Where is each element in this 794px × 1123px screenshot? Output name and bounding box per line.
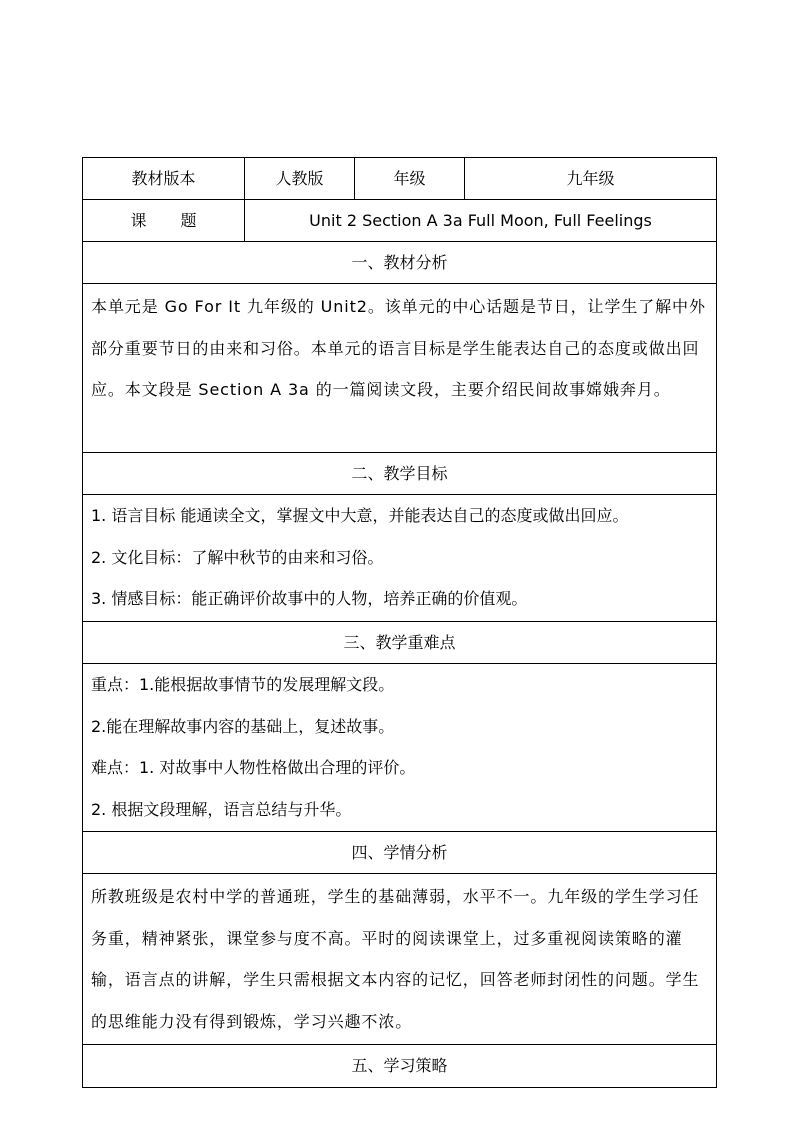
key-point-line: 难点：1. 对故事中人物性格做出合理的评价。 [91, 758, 416, 777]
key-point-line: 重点：1.能根据故事情节的发展理解文段。 [91, 675, 395, 694]
section-heading-row [83, 453, 717, 495]
objective-item: 1. 语言目标 能通读全文，掌握文中大意，并能表达自己的态度或做出回应。 [91, 506, 629, 525]
topic-row [83, 200, 717, 242]
learner-analysis-paragraph: 所教班级是农村中学的普通班，学生的基础薄弱，水平不一。九年级的学生学习任务重，精神紧张，课堂参与度不高。平时的阅读课堂上，过多重视阅读策略的灌输，语言点的讲解，学生只需根据文本内容的记忆，回答老师封闭性的问题。学生的思维能力没有得到锻炼，学习兴趣不浓。 [91, 887, 700, 1031]
material-analysis-heading: 一、教材分析 [83, 242, 717, 284]
objective-item: 2. 文化目标：了解中秋节的由来和习俗。 [91, 547, 384, 567]
topic-label-part1: 课 [130, 210, 147, 230]
lesson-plan-table [82, 157, 717, 1088]
learner-analysis-heading: 四、学情分析 [83, 832, 717, 874]
learner-analysis-body [83, 874, 717, 1045]
objective-item: 3. 情感目标：能正确评价故事中的人物，培养正确的价值观。 [91, 589, 528, 608]
material-analysis-body [83, 284, 717, 453]
grade-label: 年级 [355, 158, 465, 200]
section-body-row [83, 874, 717, 1045]
objectives-body [83, 495, 717, 622]
section-body-row [83, 284, 717, 453]
section-body-row [83, 495, 717, 622]
edition-label: 教材版本 [83, 158, 245, 200]
objectives-heading: 二、教学目标 [83, 453, 717, 495]
section-heading-row [83, 242, 717, 284]
learning-strategy-heading: 五、学习策略 [83, 1045, 717, 1088]
section-heading-row [83, 1045, 717, 1088]
header-row [83, 158, 717, 200]
key-points-body [83, 664, 717, 832]
key-points-heading: 三、教学重难点 [83, 622, 717, 664]
topic-label-part2: 题 [180, 210, 197, 230]
section-body-row [83, 664, 717, 832]
topic-value: Unit 2 Section A 3a Full Moon, Full Feelings [245, 200, 717, 242]
material-analysis-paragraph: 本单元是 Go For It 九年级的 Unit2。该单元的中心话题是节日，让学生了解中外部分重要节日的由来和习俗。本单元的语言目标是学生能表达自己的态度或做出回应。本文段是 Section A 3a 的一篇阅读文段，主要介绍民间故事嫦娥奔月。 [91, 297, 706, 399]
topic-label [83, 200, 245, 242]
section-heading-row [83, 622, 717, 664]
section-heading-row [83, 832, 717, 874]
grade-value: 九年级 [465, 158, 717, 200]
key-point-line: 2.能在理解故事内容的基础上，复述故事。 [91, 716, 395, 736]
key-point-line: 2. 根据文段理解，语言总结与升华。 [91, 799, 352, 819]
edition-value: 人教版 [245, 158, 355, 200]
